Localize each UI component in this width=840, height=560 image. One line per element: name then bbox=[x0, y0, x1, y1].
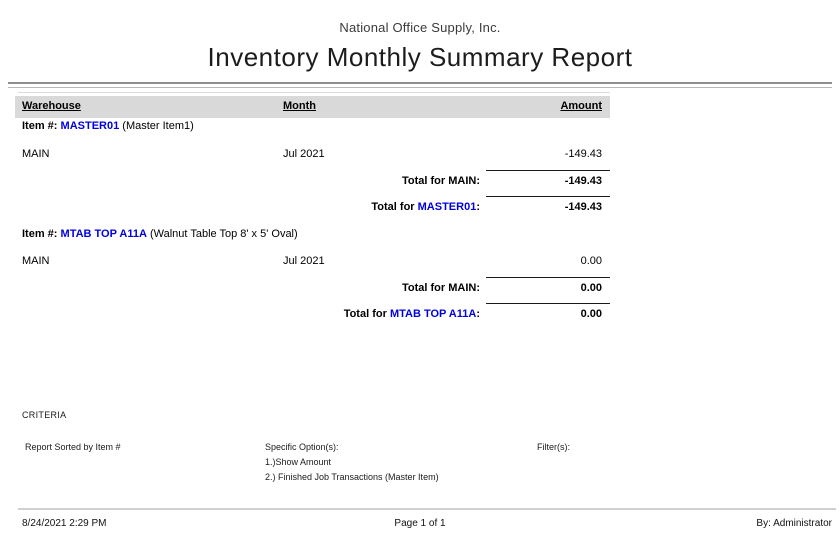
item-header bbox=[22, 228, 298, 240]
company-name: National Office Supply, Inc. bbox=[339, 20, 501, 35]
total-separator-line bbox=[486, 196, 610, 197]
criteria-option: 2.) Finished Job Transactions (Master Item) bbox=[265, 472, 439, 482]
column-header-warehouse: Warehouse bbox=[22, 100, 81, 112]
item-total-label bbox=[200, 308, 480, 320]
item-total-label bbox=[200, 201, 480, 213]
column-header-month: Month bbox=[283, 100, 316, 112]
warehouse-total-amount: 0.00 bbox=[580, 282, 602, 294]
warehouse-total-label: Total for MAIN: bbox=[401, 282, 480, 294]
item-description: (Walnut Table Top 8' x 5' Oval) bbox=[149, 228, 298, 240]
warehouse-total-label: Total for MAIN: bbox=[401, 175, 480, 187]
total-for-text: Total for bbox=[343, 308, 387, 320]
criteria-options-label: Specific Option(s): bbox=[265, 442, 339, 452]
total-for-text: Total for bbox=[371, 201, 415, 213]
warehouse-cell: MAIN bbox=[22, 255, 50, 267]
criteria-options bbox=[265, 440, 439, 485]
item-number-label: Item #: bbox=[22, 120, 58, 132]
footer-page-number: Page 1 of 1 bbox=[394, 518, 446, 529]
column-header-bar bbox=[15, 96, 610, 118]
warehouse-cell: MAIN bbox=[22, 148, 50, 160]
amount-cell: -149.43 bbox=[564, 148, 602, 160]
item-code-link[interactable]: MTAB TOP A11A bbox=[60, 228, 147, 240]
total-separator-line bbox=[486, 277, 610, 278]
footer-divider bbox=[18, 508, 836, 510]
total-separator-line bbox=[486, 170, 610, 171]
item-header bbox=[22, 120, 194, 132]
header-bar-top-edge bbox=[18, 92, 610, 93]
warehouse-total-amount: -149.43 bbox=[564, 175, 602, 187]
item-code-link[interactable]: MASTER01 bbox=[60, 120, 120, 132]
amount-cell: 0.00 bbox=[580, 255, 602, 267]
footer-user: By: Administrator bbox=[756, 518, 832, 529]
criteria-heading: CRITERIA bbox=[22, 410, 67, 420]
item-total-amount: -149.43 bbox=[564, 201, 602, 213]
criteria-filters-label: Filter(s): bbox=[537, 442, 570, 452]
column-header-amount: Amount bbox=[560, 100, 602, 112]
month-cell: Jul 2021 bbox=[283, 255, 325, 267]
criteria-option: 1.)Show Amount bbox=[265, 457, 332, 467]
item-code-link[interactable]: MTAB TOP A11A bbox=[389, 308, 477, 320]
footer-datetime: 8/24/2021 2:29 PM bbox=[22, 518, 107, 529]
item-total-amount: 0.00 bbox=[580, 308, 602, 320]
month-cell: Jul 2021 bbox=[283, 148, 325, 160]
total-separator-line bbox=[486, 303, 610, 304]
item-code-link[interactable]: MASTER01 bbox=[417, 201, 477, 213]
title-divider-bottom bbox=[8, 87, 832, 88]
colon-text: : bbox=[476, 308, 480, 320]
title-divider-top bbox=[8, 82, 832, 84]
colon-text: : bbox=[476, 201, 480, 213]
criteria-sort: Report Sorted by Item # bbox=[25, 442, 121, 452]
item-description: (Master Item1) bbox=[122, 120, 194, 132]
item-number-label: Item #: bbox=[22, 228, 58, 240]
report-title: Inventory Monthly Summary Report bbox=[207, 42, 633, 72]
